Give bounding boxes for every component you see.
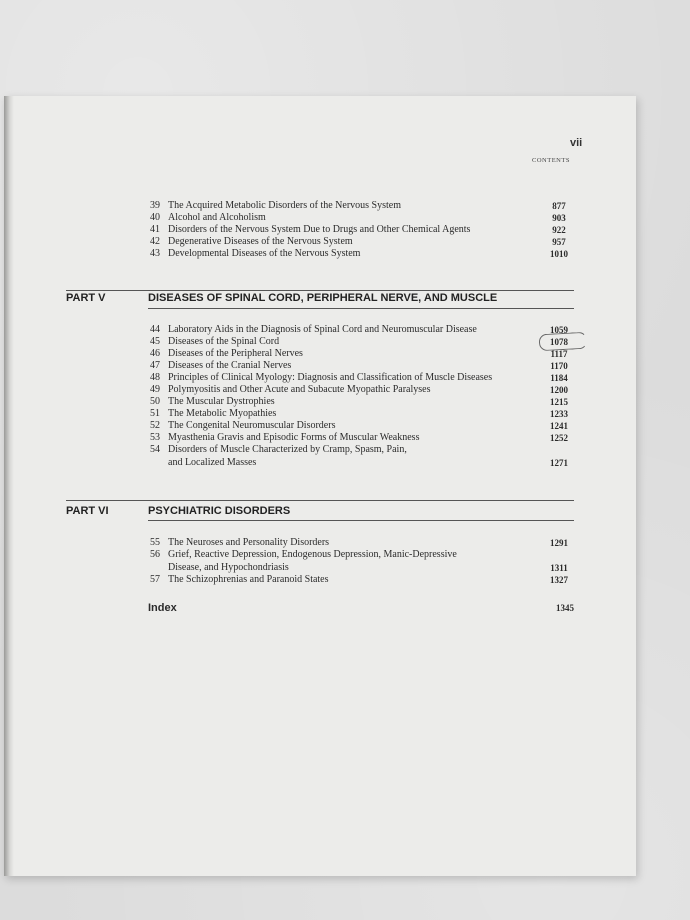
chapter-title: Disorders of the Nervous System Due to Drugs and Other Chemical Agents	[168, 224, 471, 235]
chapter-page: 1291	[550, 538, 568, 548]
toc-entry	[4, 212, 636, 224]
part-rule-bottom	[148, 520, 574, 521]
chapter-title: The Acquired Metabolic Disorders of the Nervous System	[168, 200, 402, 211]
chapter-title: Laboratory Aids in the Diagnosis of Spinal Cord and Neuromuscular Disease	[168, 324, 477, 335]
chapter-title: Diseases of the Spinal Cord	[168, 336, 280, 347]
toc-entry	[4, 537, 636, 549]
chapter-page: 1215	[550, 397, 568, 407]
toc-entry	[4, 384, 636, 396]
chapter-page: 1010	[550, 249, 568, 259]
chapter-page: 1059	[550, 325, 568, 335]
chapter-title: Developmental Diseases of the Nervous System	[168, 248, 361, 259]
toc-entry	[4, 224, 636, 236]
page-number: vii	[570, 137, 583, 149]
chapter-title: Myasthenia Gravis and Episodic Forms of Muscular Weakness	[168, 432, 420, 443]
chapter-number: 42	[150, 236, 160, 247]
toc-entry	[4, 432, 636, 444]
chapter-page: 1311	[550, 563, 568, 573]
toc-entry	[4, 396, 636, 408]
toc-entry	[4, 408, 636, 420]
toc-entry	[4, 324, 636, 336]
chapter-page: 1170	[550, 361, 568, 371]
chapter-title: The Schizophrenias and Paranoid States	[168, 574, 329, 585]
running-head: CONTENTS	[532, 157, 570, 164]
chapter-page: 877	[552, 201, 566, 211]
chapter-number: 54	[150, 444, 160, 455]
toc-entry	[4, 348, 636, 360]
part-label: PART V	[66, 292, 106, 304]
part-rule-top	[66, 500, 574, 501]
index-page: 1345	[556, 603, 574, 613]
chapter-number: 47	[150, 360, 160, 371]
chapter-number: 44	[150, 324, 160, 335]
toc-entry	[4, 574, 636, 586]
toc-entry	[4, 360, 636, 372]
chapter-title: Polymyositis and Other Acute and Subacute Myopathic Paralyses	[168, 384, 431, 395]
chapter-title: Degenerative Diseases of the Nervous System	[168, 236, 353, 247]
part-rule-top	[66, 290, 574, 291]
chapter-number: 45	[150, 336, 160, 347]
chapter-number: 40	[150, 212, 160, 223]
toc-entry	[4, 236, 636, 248]
chapter-title: Diseases of the Cranial Nerves	[168, 360, 292, 371]
chapter-page: 1233	[550, 409, 568, 419]
chapter-page: 957	[552, 237, 566, 247]
part-title: PSYCHIATRIC DISORDERS	[148, 505, 291, 517]
chapter-number: 41	[150, 224, 160, 235]
chapter-title: Disorders of Muscle Characterized by Cramp, Spasm, Pain,	[168, 444, 407, 455]
part-rule-bottom	[148, 308, 574, 309]
chapter-number: 50	[150, 396, 160, 407]
chapter-page: 1200	[550, 385, 568, 395]
toc-entry	[4, 200, 636, 212]
chapter-number: 43	[150, 248, 160, 259]
chapter-number: 56	[150, 549, 160, 560]
chapter-page: 1078	[550, 337, 568, 347]
chapter-page: 1252	[550, 433, 568, 443]
chapter-title: Principles of Clinical Myology: Diagnosis and Classification of Muscle Diseases	[168, 372, 493, 383]
book-page	[4, 96, 636, 876]
toc-entry	[4, 562, 636, 574]
chapter-title: The Congenital Neuromuscular Disorders	[168, 420, 336, 431]
chapter-number: 53	[150, 432, 160, 443]
toc-entry	[4, 444, 636, 456]
chapter-page: 1327	[550, 575, 568, 585]
chapter-number: 39	[150, 200, 160, 211]
chapter-title: The Muscular Dystrophies	[168, 396, 275, 407]
part-label: PART VI	[66, 505, 109, 517]
chapter-title: The Neuroses and Personality Disorders	[168, 537, 330, 548]
chapter-number: 48	[150, 372, 160, 383]
chapter-title: Diseases of the Peripheral Nerves	[168, 348, 303, 359]
chapter-number: 55	[150, 537, 160, 548]
toc-entry	[4, 420, 636, 432]
chapter-number: 51	[150, 408, 160, 419]
chapter-title: Grief, Reactive Depression, Endogenous Depression, Manic-Depressive	[168, 549, 457, 560]
chapter-title: and Localized Masses	[168, 457, 257, 468]
chapter-number: 52	[150, 420, 160, 431]
chapter-page: 1241	[550, 421, 568, 431]
toc-entry	[4, 372, 636, 384]
toc-entry	[4, 549, 636, 561]
chapter-title: The Metabolic Myopathies	[168, 408, 277, 419]
chapter-number: 46	[150, 348, 160, 359]
chapter-title: Alcohol and Alcoholism	[168, 212, 266, 223]
chapter-number: 57	[150, 574, 160, 585]
chapter-title: Disease, and Hypochondriasis	[168, 562, 289, 573]
chapter-page: 903	[552, 213, 566, 223]
toc-entry	[4, 248, 636, 260]
toc-entry	[4, 457, 636, 469]
pen-circle-mark	[539, 332, 588, 351]
chapter-page: 1184	[550, 373, 568, 383]
chapter-page: 1117	[550, 349, 568, 359]
chapter-number: 49	[150, 384, 160, 395]
chapter-page: 922	[552, 225, 566, 235]
index-label: Index	[148, 602, 177, 614]
chapter-page: 1271	[550, 458, 568, 468]
part-title: DISEASES OF SPINAL CORD, PERIPHERAL NERVE, AND MUSCLE	[148, 292, 498, 304]
